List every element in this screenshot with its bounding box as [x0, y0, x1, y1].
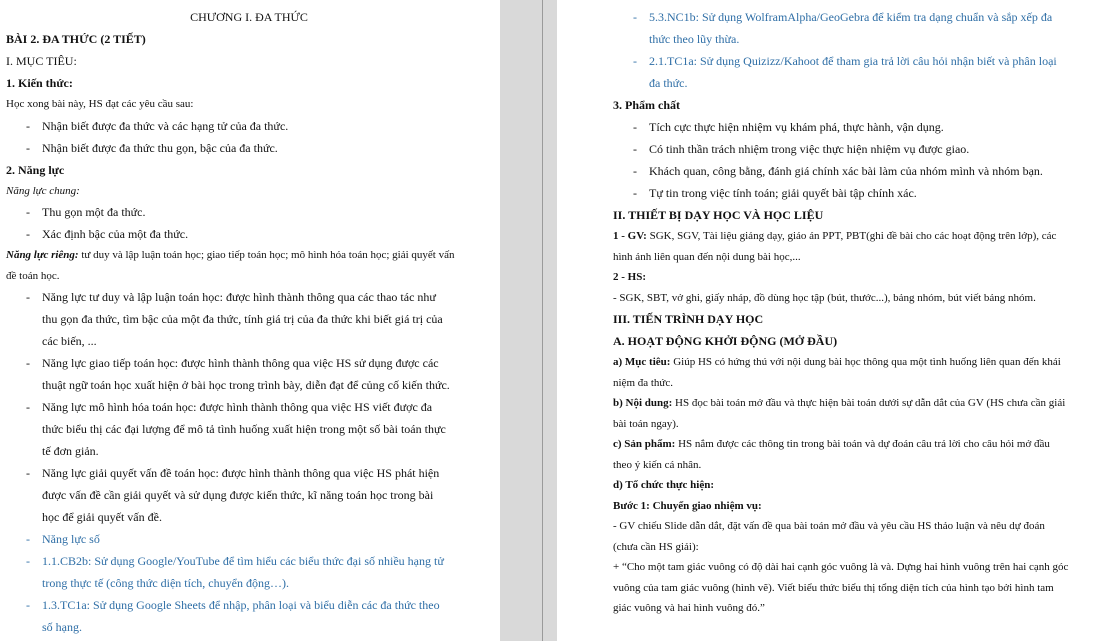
section-heading-process: III. TIẾN TRÌNH DẠY HỌC [613, 312, 764, 326]
general-competency-item: - Thu gọn một đa thức. [26, 205, 146, 219]
problem-quote-cont: vuông của tam giác vuông (hình vẽ). Viết biểu thức biểu thị tổng diện tích của hình tạo bởi hình tam [613, 581, 1054, 594]
product-text: c) Sản phẩm: HS nắm được các thông tin trong bài toán và dự đoán câu trả lời cho câu hỏi mở đầu [613, 438, 1050, 450]
competency-heading: 2. Năng lực [6, 162, 65, 177]
digital-competency-item: - 1.3.TC1a: Sử dụng Google Sheets để nhập, phân loại và biểu diễn các đa thức theo số hạng. [26, 598, 440, 634]
specific-competency-text: Năng lực riêng: tư duy và lập luận toán học; giao tiếp toán học; mô hình hóa toán học; giải quyết vấn [6, 249, 455, 261]
quality-item: - Tích cực thực hiện nhiệm vụ khám phá, thực hành, vận dụng. [633, 120, 944, 134]
specific-competency-item: - Năng lực giao tiếp toán học: được hình thành thông qua việc HS sử dụng được các thuật ngữ toán học xuất hiện ở bài học trong trình bày, diễn đạt để củng cố kiến thức. [26, 356, 450, 392]
section-heading-objectives: I. MỤC TIÊU: [6, 54, 77, 68]
step-1-heading: Bước 1: Chuyển giao nhiệm vụ: [613, 499, 762, 512]
problem-quote-end: giác vuông và hai hình vuông đó.” [613, 602, 765, 614]
digital-competency-item: - 2.1.TC1a: Sử dụng Quizizz/Kahoot để tham gia trả lời câu hỏi nhận biết và phân loại đa thức. [633, 54, 1057, 90]
chapter-title: CHƯƠNG I. ĐA THỨC [190, 10, 308, 24]
knowledge-heading: 1. Kiến thức: [6, 76, 73, 90]
quality-item: - Khách quan, công bằng, đánh giá chính xác bài làm của nhóm mình và nhóm bạn. [633, 164, 1043, 178]
step-1-text: - GV chiếu Slide dẫn dắt, đặt vấn đề qua bài toán mở đầu và yêu cầu HS thảo luận và nêu dự đoán [613, 520, 1045, 532]
page-separator [542, 0, 543, 641]
problem-quote: + “Cho một tam giác vuông có độ dài hai cạnh góc vuông là và. Dựng hai hình vuông trên hai cạnh góc [613, 561, 1069, 573]
specific-competency-item: - Năng lực tư duy và lập luận toán học: được hình thành thông qua các thao tác như thu gọn đa thức, tìm bậc của một đa thức, tính giá trị của đa thức khi biết giá trị của các biến, ... [26, 290, 443, 348]
quality-item: - Có tinh thần trách nhiệm trong việc thực hiện nhiệm vụ được giao. [633, 142, 970, 156]
content-text: b) Nội dung: HS đọc bài toán mở đầu và thực hiện bài toán dưới sự dẫn dắt của GV (HS chưa cần giải [613, 397, 1066, 409]
teacher-materials: 1 - GV: SGK, SGV, Tài liệu giảng dạy, giáo án PPT, PBT(ghi đề bài cho các hoạt động trên lớp), các [613, 230, 1057, 242]
objective-text-cont: niệm đa thức. [613, 376, 674, 389]
student-materials-label: 2 - HS: [613, 271, 646, 283]
digital-competency-item: - 5.3.NC1b: Sử dụng WolframAlpha/GeoGebra để kiểm tra dạng chuẩn và sắp xếp đa thức theo lũy thừa. [633, 10, 1053, 46]
document-page-left [0, 0, 500, 641]
knowledge-item: - Nhận biết được đa thức thu gọn, bậc của đa thức. [26, 140, 278, 155]
digital-competency-item: - 1.1.CB2b: Sử dụng Google/YouTube để tìm hiểu các biểu thức đại số nhiều hạng tử trong thực tế (công thức diện tích, chuyển động…). [26, 554, 444, 590]
document-page-right [557, 0, 1107, 641]
student-materials: - SGK, SBT, vở ghi, giấy nháp, đồ dùng học tập (bút, thước...), bảng nhóm, bút viết bảng nhóm. [613, 291, 1036, 304]
teacher-materials-cont: hình ảnh liên quan đến nội dung bài học,... [613, 250, 801, 263]
qualities-heading: 3. Phẩm chất [613, 98, 680, 112]
specific-competency-text-cont: đề toán học. [6, 269, 60, 282]
organization-heading: d) Tổ chức thực hiện: [613, 479, 715, 491]
digital-competency-heading: - Năng lực số [26, 532, 100, 546]
knowledge-item: - Nhận biết được đa thức và các hạng tử của đa thức. [26, 118, 289, 133]
general-competency-label: Năng lực chung: [6, 184, 80, 197]
section-heading-equipment: II. THIẾT BỊ DẠY HỌC VÀ HỌC LIỆU [613, 208, 824, 222]
step-1-text-cont: (chưa cần HS giải): [613, 540, 699, 553]
product-text-cont: theo ý kiến cá nhân. [613, 458, 702, 471]
specific-competency-item: - Năng lực mô hình hóa toán học: được hình thành thông qua việc HS viết được đa thức biểu thị các đại lượng để mô tả tình huống xuất hiện trong một số bài toán thực tế đơn giản. [26, 400, 446, 458]
lesson-title: BÀI 2. ĐA THỨC (2 TIẾT) [6, 32, 146, 46]
content-text-cont: bài toán ngay). [613, 417, 679, 430]
knowledge-intro: Học xong bài này, HS đạt các yêu cầu sau: [6, 98, 194, 110]
specific-competency-item: - Năng lực giải quyết vấn đề toán học: được hình thành thông qua việc HS phát hiện được vấn đề cần giải quyết và sử dụng được kiến thức, kĩ năng toán học trong bài học để giải quyết vấn đề. [26, 466, 440, 524]
general-competency-item: - Xác định bậc của một đa thức. [26, 227, 189, 241]
quality-item: - Tự tin trong việc tính toán; giải quyết bài tập chính xác. [633, 186, 917, 200]
page-gutter [500, 0, 557, 641]
objective-text: a) Mục tiêu: Giúp HS có hứng thú với nội dung bài học thông qua một tình huống liên quan đến khái [613, 356, 1061, 368]
activity-a-heading: A. HOẠT ĐỘNG KHỞI ĐỘNG (MỞ ĐẦU) [613, 334, 838, 348]
